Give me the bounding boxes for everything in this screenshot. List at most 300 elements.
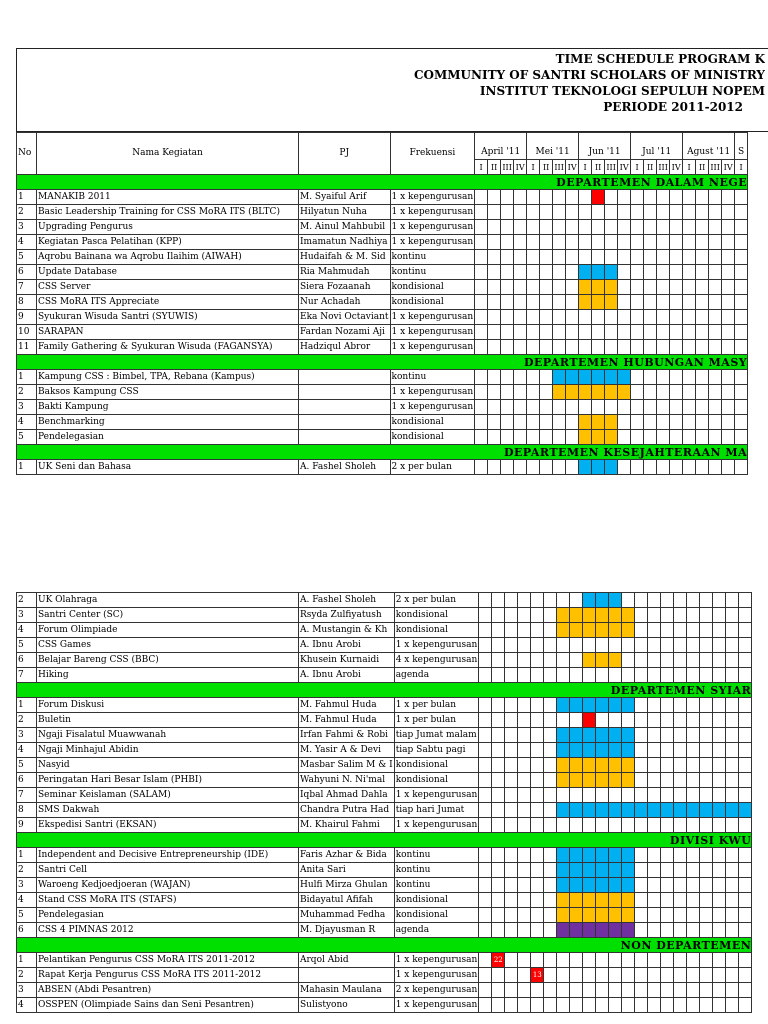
week-cell bbox=[592, 415, 605, 430]
week-cell bbox=[492, 788, 505, 803]
week-cell bbox=[583, 863, 596, 878]
week-cell bbox=[583, 593, 596, 608]
week-cell bbox=[635, 773, 648, 788]
activity-name: Belajar Bareng CSS (BBC) bbox=[37, 653, 299, 668]
week-cell bbox=[670, 385, 683, 400]
activity-name: Bakti Kampung bbox=[37, 400, 299, 415]
activity-row bbox=[17, 430, 748, 445]
week-cell bbox=[583, 968, 596, 983]
week-cell bbox=[570, 608, 583, 623]
header-week: I bbox=[579, 160, 592, 175]
activity-no: 5 bbox=[17, 638, 37, 653]
week-cell bbox=[739, 713, 752, 728]
week-cell bbox=[479, 878, 492, 893]
week-cell bbox=[583, 878, 596, 893]
week-cell bbox=[618, 385, 631, 400]
week-cell bbox=[479, 608, 492, 623]
week-cell bbox=[609, 968, 622, 983]
week-cell bbox=[609, 878, 622, 893]
week-cell bbox=[492, 728, 505, 743]
week-cell bbox=[514, 430, 527, 445]
week-cell bbox=[622, 908, 635, 923]
week-cell bbox=[505, 848, 518, 863]
activity-no: 6 bbox=[17, 773, 37, 788]
week-cell bbox=[618, 340, 631, 355]
week-cell bbox=[553, 415, 566, 430]
week-cell bbox=[488, 340, 501, 355]
activity-frequency: 1 x kepengurusan bbox=[390, 385, 475, 400]
week-cell bbox=[735, 340, 748, 355]
week-cell bbox=[687, 773, 700, 788]
week-cell bbox=[505, 788, 518, 803]
week-cell bbox=[739, 653, 752, 668]
week-cell bbox=[644, 340, 657, 355]
week-cell bbox=[661, 923, 674, 938]
activity-row bbox=[17, 848, 752, 863]
week-cell bbox=[518, 623, 531, 638]
week-cell bbox=[570, 758, 583, 773]
week-cell bbox=[501, 310, 514, 325]
activity-row bbox=[17, 743, 752, 758]
week-cell bbox=[722, 400, 735, 415]
week-cell bbox=[583, 983, 596, 998]
week-cell bbox=[609, 623, 622, 638]
title-line-4: PERIODE 2011-2012 bbox=[603, 100, 743, 114]
week-cell bbox=[557, 878, 570, 893]
week-cell bbox=[544, 743, 557, 758]
week-cell bbox=[726, 878, 739, 893]
week-cell bbox=[722, 280, 735, 295]
week-cell bbox=[674, 848, 687, 863]
week-cell bbox=[648, 863, 661, 878]
activity-name: ABSEN (Abdi Pesantren) bbox=[37, 983, 299, 998]
week-cell bbox=[622, 623, 635, 638]
week-cell bbox=[657, 295, 670, 310]
week-cell bbox=[657, 205, 670, 220]
activity-pj: M. Fahmul Huda bbox=[299, 713, 395, 728]
week-cell bbox=[557, 893, 570, 908]
week-cell bbox=[609, 998, 622, 1013]
activity-pj bbox=[299, 968, 395, 983]
week-cell bbox=[687, 908, 700, 923]
week-cell bbox=[531, 803, 544, 818]
week-cell bbox=[531, 893, 544, 908]
week-cell bbox=[739, 983, 752, 998]
week-cell bbox=[527, 235, 540, 250]
week-cell bbox=[618, 370, 631, 385]
week-cell bbox=[726, 968, 739, 983]
week-cell bbox=[648, 893, 661, 908]
week-cell bbox=[618, 190, 631, 205]
week-cell bbox=[687, 713, 700, 728]
week-cell bbox=[618, 235, 631, 250]
week-cell bbox=[635, 788, 648, 803]
week-cell bbox=[570, 593, 583, 608]
activity-name: Kampung CSS : Bimbel, TPA, Rebana (Kampus) bbox=[37, 370, 299, 385]
week-cell bbox=[527, 205, 540, 220]
week-cell bbox=[726, 728, 739, 743]
week-cell bbox=[674, 698, 687, 713]
activity-no: 6 bbox=[17, 653, 37, 668]
week-cell bbox=[644, 400, 657, 415]
activity-name: Pelantikan Pengurus CSS MoRA ITS 2011-2012 bbox=[37, 953, 299, 968]
week-cell bbox=[579, 310, 592, 325]
activity-pj: Sulistyono bbox=[299, 998, 395, 1013]
week-cell bbox=[674, 773, 687, 788]
week-cell bbox=[596, 758, 609, 773]
week-cell bbox=[544, 758, 557, 773]
week-cell bbox=[475, 340, 488, 355]
week-cell bbox=[670, 295, 683, 310]
week-cell bbox=[618, 310, 631, 325]
week-cell bbox=[557, 698, 570, 713]
week-cell bbox=[700, 878, 713, 893]
week-cell bbox=[544, 788, 557, 803]
week-cell bbox=[570, 818, 583, 833]
week-cell bbox=[544, 923, 557, 938]
activity-name: Nasyid bbox=[37, 758, 299, 773]
week-cell bbox=[683, 265, 696, 280]
week-cell bbox=[644, 205, 657, 220]
activity-no: 8 bbox=[17, 295, 37, 310]
week-cell bbox=[735, 415, 748, 430]
week-cell bbox=[739, 608, 752, 623]
week-cell bbox=[700, 638, 713, 653]
activity-frequency: 1 x kepengurusan bbox=[394, 788, 479, 803]
week-cell bbox=[518, 953, 531, 968]
week-cell bbox=[700, 923, 713, 938]
week-cell bbox=[505, 743, 518, 758]
week-cell bbox=[696, 190, 709, 205]
week-cell bbox=[687, 638, 700, 653]
activity-name: Santri Cell bbox=[37, 863, 299, 878]
week-cell bbox=[635, 743, 648, 758]
week-cell bbox=[570, 863, 583, 878]
activity-no: 1 bbox=[17, 190, 37, 205]
week-cell bbox=[605, 250, 618, 265]
week-cell bbox=[687, 803, 700, 818]
week-cell bbox=[531, 623, 544, 638]
activity-pj bbox=[299, 370, 391, 385]
week-cell bbox=[631, 235, 644, 250]
activity-no: 7 bbox=[17, 668, 37, 683]
week-cell bbox=[735, 385, 748, 400]
week-cell bbox=[700, 848, 713, 863]
week-cell bbox=[553, 235, 566, 250]
week-cell bbox=[592, 385, 605, 400]
week-cell bbox=[696, 295, 709, 310]
week-cell bbox=[622, 923, 635, 938]
week-cell bbox=[700, 623, 713, 638]
week-cell bbox=[683, 280, 696, 295]
week-cell bbox=[609, 728, 622, 743]
week-cell bbox=[488, 280, 501, 295]
week-cell bbox=[609, 848, 622, 863]
week-cell bbox=[479, 773, 492, 788]
week-cell bbox=[670, 235, 683, 250]
activity-name: Waroeng Kedjoedjoeran (WAJAN) bbox=[37, 878, 299, 893]
week-cell bbox=[570, 953, 583, 968]
week-cell bbox=[479, 983, 492, 998]
week-cell bbox=[670, 325, 683, 340]
week-cell bbox=[605, 370, 618, 385]
week-cell bbox=[583, 818, 596, 833]
week-cell bbox=[544, 773, 557, 788]
week-cell bbox=[696, 370, 709, 385]
week-cell bbox=[553, 250, 566, 265]
week-cell bbox=[657, 310, 670, 325]
week-cell bbox=[661, 638, 674, 653]
week-cell bbox=[518, 773, 531, 788]
week-cell bbox=[609, 593, 622, 608]
activity-no: 1 bbox=[17, 370, 37, 385]
week-cell bbox=[635, 968, 648, 983]
title-line-1: TIME SCHEDULE PROGRAM K bbox=[555, 52, 765, 66]
week-cell bbox=[596, 953, 609, 968]
week-cell bbox=[596, 653, 609, 668]
activity-name: Baksos Kampung CSS bbox=[37, 385, 299, 400]
activity-frequency: 2 x kepengurusan bbox=[394, 983, 479, 998]
week-cell bbox=[501, 205, 514, 220]
week-cell bbox=[687, 728, 700, 743]
week-cell bbox=[566, 325, 579, 340]
week-cell bbox=[605, 265, 618, 280]
week-cell bbox=[648, 878, 661, 893]
week-cell bbox=[501, 265, 514, 280]
activity-no: 10 bbox=[17, 325, 37, 340]
week-cell bbox=[596, 863, 609, 878]
activity-no: 8 bbox=[17, 803, 37, 818]
activity-no: 4 bbox=[17, 998, 37, 1013]
week-cell bbox=[479, 698, 492, 713]
week-cell bbox=[622, 953, 635, 968]
activity-no: 2 bbox=[17, 968, 37, 983]
activity-pj: A. Fashel Sholeh bbox=[299, 593, 395, 608]
week-cell bbox=[709, 220, 722, 235]
activity-name: CSS 4 PIMNAS 2012 bbox=[37, 923, 299, 938]
week-cell bbox=[644, 415, 657, 430]
week-cell bbox=[635, 758, 648, 773]
week-cell bbox=[592, 250, 605, 265]
week-cell bbox=[709, 340, 722, 355]
week-cell bbox=[505, 968, 518, 983]
activity-row bbox=[17, 340, 748, 355]
activity-name: Stand CSS MoRA ITS (STAFS) bbox=[37, 893, 299, 908]
week-cell bbox=[570, 968, 583, 983]
week-cell bbox=[544, 623, 557, 638]
week-cell bbox=[735, 310, 748, 325]
week-cell bbox=[583, 908, 596, 923]
week-cell bbox=[531, 608, 544, 623]
week-cell bbox=[722, 250, 735, 265]
week-cell bbox=[722, 220, 735, 235]
week-cell bbox=[479, 668, 492, 683]
week-cell bbox=[618, 205, 631, 220]
week-cell bbox=[644, 310, 657, 325]
week-cell bbox=[644, 460, 657, 475]
week-cell bbox=[739, 893, 752, 908]
activity-row bbox=[17, 205, 748, 220]
week-cell bbox=[696, 220, 709, 235]
week-cell bbox=[644, 370, 657, 385]
week-cell bbox=[531, 998, 544, 1013]
week-cell bbox=[687, 743, 700, 758]
header-week: IV bbox=[514, 160, 527, 175]
week-cell bbox=[492, 893, 505, 908]
week-cell bbox=[739, 668, 752, 683]
week-cell bbox=[696, 460, 709, 475]
week-cell bbox=[583, 998, 596, 1013]
week-cell bbox=[622, 593, 635, 608]
week-cell bbox=[674, 803, 687, 818]
week-cell bbox=[631, 250, 644, 265]
week-cell bbox=[501, 385, 514, 400]
week-cell bbox=[557, 863, 570, 878]
week-cell bbox=[700, 653, 713, 668]
week-cell bbox=[622, 863, 635, 878]
week-cell bbox=[683, 295, 696, 310]
header-month: April '11 bbox=[475, 133, 527, 160]
week-cell bbox=[518, 608, 531, 623]
week-cell bbox=[661, 968, 674, 983]
header-week: II bbox=[644, 160, 657, 175]
department-name: DEPARTEMEN HUBUNGAN MASY bbox=[17, 355, 748, 370]
week-cell bbox=[674, 968, 687, 983]
week-cell bbox=[566, 340, 579, 355]
week-cell bbox=[544, 998, 557, 1013]
activity-pj bbox=[299, 400, 391, 415]
week-cell bbox=[514, 415, 527, 430]
week-cell bbox=[475, 430, 488, 445]
activity-frequency: 1 x kepengurusan bbox=[390, 400, 475, 415]
week-cell bbox=[527, 400, 540, 415]
week-cell bbox=[713, 698, 726, 713]
week-cell bbox=[700, 698, 713, 713]
activity-pj: A. Ibnu Arobi bbox=[299, 668, 395, 683]
week-cell bbox=[492, 983, 505, 998]
week-cell bbox=[631, 385, 644, 400]
week-cell bbox=[622, 968, 635, 983]
activity-row bbox=[17, 265, 748, 280]
header-month: Jun '11 bbox=[579, 133, 631, 160]
schedule-table-bottom bbox=[16, 592, 752, 1013]
activity-frequency: 1 x kepengurusan bbox=[390, 325, 475, 340]
week-cell bbox=[609, 743, 622, 758]
week-cell bbox=[596, 668, 609, 683]
week-cell bbox=[605, 235, 618, 250]
week-cell bbox=[592, 280, 605, 295]
week-cell bbox=[722, 295, 735, 310]
week-cell bbox=[631, 280, 644, 295]
week-cell bbox=[488, 430, 501, 445]
week-cell bbox=[687, 998, 700, 1013]
week-cell bbox=[488, 250, 501, 265]
week-cell bbox=[726, 668, 739, 683]
activity-pj: Faris Azhar & Bida bbox=[299, 848, 395, 863]
week-cell bbox=[644, 220, 657, 235]
week-cell bbox=[726, 893, 739, 908]
title-line-3: INSTITUT TEKNOLOGI SEPULUH NOPEM bbox=[479, 84, 765, 98]
week-cell bbox=[501, 250, 514, 265]
week-cell bbox=[605, 325, 618, 340]
week-cell bbox=[726, 743, 739, 758]
week-cell bbox=[531, 638, 544, 653]
header-month: Jul '11 bbox=[631, 133, 683, 160]
activity-no: 4 bbox=[17, 893, 37, 908]
week-cell bbox=[505, 638, 518, 653]
week-cell bbox=[527, 310, 540, 325]
week-cell bbox=[596, 593, 609, 608]
week-cell bbox=[566, 430, 579, 445]
week-cell bbox=[635, 638, 648, 653]
week-cell bbox=[566, 415, 579, 430]
header-month: Agust '11 bbox=[683, 133, 735, 160]
week-cell bbox=[661, 983, 674, 998]
week-cell bbox=[505, 908, 518, 923]
week-cell bbox=[726, 698, 739, 713]
activity-pj: M. Khairul Fahmi bbox=[299, 818, 395, 833]
week-cell bbox=[570, 698, 583, 713]
activity-name: Forum Olimpiade bbox=[37, 623, 299, 638]
activity-frequency: 1 x kepengurusan bbox=[390, 220, 475, 235]
header-week: I bbox=[527, 160, 540, 175]
activity-frequency: 1 x per bulan bbox=[394, 698, 479, 713]
week-cell bbox=[475, 220, 488, 235]
week-cell bbox=[609, 653, 622, 668]
week-cell bbox=[739, 743, 752, 758]
week-cell bbox=[735, 400, 748, 415]
week-cell bbox=[583, 638, 596, 653]
week-cell bbox=[475, 325, 488, 340]
week-cell bbox=[583, 803, 596, 818]
department-name: DIVISI KWU bbox=[17, 833, 752, 848]
week-cell bbox=[674, 623, 687, 638]
activity-frequency: 1 x kepengurusan bbox=[394, 818, 479, 833]
activity-name: Ekspedisi Santri (EKSAN) bbox=[37, 818, 299, 833]
activity-row bbox=[17, 728, 752, 743]
activity-name: Kegiatan Pasca Pelatihan (KPP) bbox=[37, 235, 299, 250]
activity-row bbox=[17, 998, 752, 1013]
week-cell bbox=[570, 638, 583, 653]
header-week: II bbox=[592, 160, 605, 175]
week-cell bbox=[540, 280, 553, 295]
week-cell bbox=[540, 385, 553, 400]
week-cell bbox=[475, 310, 488, 325]
week-cell bbox=[609, 983, 622, 998]
week-cell bbox=[518, 668, 531, 683]
week-cell bbox=[488, 220, 501, 235]
week-cell bbox=[583, 848, 596, 863]
week-cell bbox=[648, 638, 661, 653]
activity-name: CSS Games bbox=[37, 638, 299, 653]
week-cell bbox=[592, 190, 605, 205]
activity-row bbox=[17, 638, 752, 653]
week-cell bbox=[644, 385, 657, 400]
week-cell bbox=[540, 460, 553, 475]
week-cell bbox=[570, 893, 583, 908]
week-cell bbox=[531, 653, 544, 668]
week-cell bbox=[648, 908, 661, 923]
week-cell bbox=[631, 370, 644, 385]
header-week: III bbox=[605, 160, 618, 175]
week-cell bbox=[622, 998, 635, 1013]
week-cell bbox=[518, 893, 531, 908]
activity-pj: Arqol Abid bbox=[299, 953, 395, 968]
week-cell bbox=[518, 638, 531, 653]
week-cell bbox=[648, 743, 661, 758]
week-cell bbox=[488, 385, 501, 400]
week-cell bbox=[739, 698, 752, 713]
